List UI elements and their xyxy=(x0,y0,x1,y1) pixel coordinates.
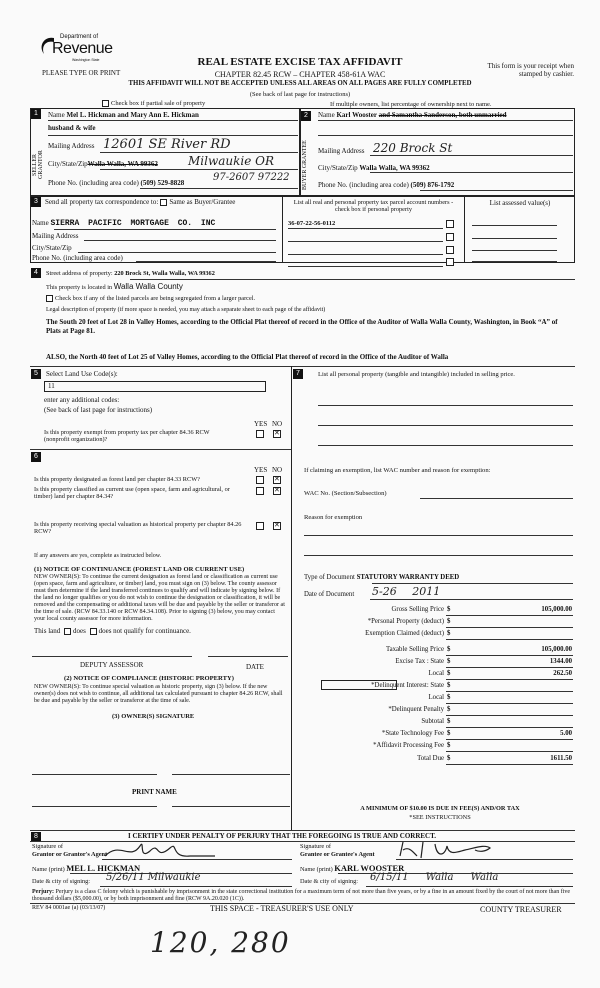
form-revision: REV 84 0001ae (a) (03/13/07) xyxy=(32,905,106,911)
grantor-print-name-field[interactable]: MEL L. HICKMAN xyxy=(66,863,141,873)
grantor-date-city-field[interactable]: 5/26/11 Milwaukie xyxy=(106,872,201,883)
label: Phone No. (including area code) xyxy=(32,254,123,262)
fee-line xyxy=(446,703,573,704)
label: Name (print) xyxy=(300,866,333,873)
perjury-text: Perjury is a class C felony which is punishable by imprisonment in the state correctional institution for a maximum term of not more than five years, or by a fine in an amount fixed by the court of not more than five thousand dollars ($5,000.00), or by both imprisonment and fine (RCW 9A.20.020 (1C)). xyxy=(32,889,571,902)
seller-name-field[interactable]: Mel L. Hickman and Mary Ann E. Hickman xyxy=(66,111,199,119)
form-warning: THIS AFFIDAVIT WILL NOT BE ACCEPTED UNLESS ALL AREAS ON ALL PAGES ARE FULLY COMPLETED xyxy=(128,80,472,87)
yes-header: YES xyxy=(254,420,268,428)
label: Street address of property: xyxy=(46,270,113,277)
fee-value-field[interactable]: 105,000.00 xyxy=(541,606,572,613)
assessor-date-line[interactable] xyxy=(208,656,288,657)
correspondence-phone-field[interactable] xyxy=(136,261,276,262)
buyer-side-label: BUYER GRANTEE xyxy=(302,140,308,190)
yes-header: YES xyxy=(254,466,268,474)
label: does xyxy=(73,627,86,635)
fee-line xyxy=(446,715,573,716)
label: Date of Document xyxy=(304,591,355,598)
wac-label: WAC No. (Section/Subsection) xyxy=(304,490,387,497)
label: Mailing Address xyxy=(32,232,79,240)
currency-symbol: $ xyxy=(447,618,451,625)
fee-label: *Affidavit Processing Fee xyxy=(373,742,444,749)
same-as-buyer-checkbox[interactable] xyxy=(160,199,167,206)
column-divider xyxy=(291,366,292,830)
fee-line xyxy=(446,764,573,765)
fee-line xyxy=(446,639,573,640)
label: Perjury: xyxy=(32,889,54,895)
currency-symbol: $ xyxy=(447,755,451,762)
no-header: NO xyxy=(272,420,283,428)
currency-symbol: $ xyxy=(447,606,451,613)
seller-name-line2[interactable]: husband & wife xyxy=(48,124,96,132)
section-number: 8 xyxy=(31,832,41,842)
county-treasurer-label: COUNTY TREASURER xyxy=(480,905,562,914)
section-number: 1 xyxy=(31,109,41,119)
correspondence-name-field[interactable]: SIERRA PACIFIC MORTGAGE CO. INC xyxy=(50,219,216,228)
buyer-name-struck: and Samantha Sanderson, both unmarried xyxy=(378,111,507,119)
personal-property-field[interactable] xyxy=(318,405,573,406)
buyer-city-field[interactable]: Walla Walla, WA 99362 xyxy=(359,164,430,172)
deputy-assessor-signature-line[interactable] xyxy=(32,656,192,657)
seller-phone-field[interactable]: (509) 529-8828 xyxy=(140,179,185,187)
form-title: REAL ESTATE EXCISE TAX AFFIDAVIT xyxy=(197,56,403,68)
legal-description-text[interactable]: The South 20 feet of Lot 28 in Valley Homes, according to the Official Plat thereof of record in the Office of the Auditor of Walla Walla County, Washington, in Book “A” of Plats at Page 81. xyxy=(46,318,558,335)
fee-label: Local xyxy=(428,694,444,701)
section-number: 3 xyxy=(31,197,41,207)
property-county-field[interactable]: Walla Walla County xyxy=(113,282,183,291)
land-use-code-field[interactable] xyxy=(44,381,266,392)
fee-value-field[interactable]: 5.00 xyxy=(560,730,572,737)
correspondence-mailing-field[interactable] xyxy=(84,240,276,241)
section-number: 2 xyxy=(301,111,311,121)
personal-property-label: List all personal property (tangible and intangible) included in selling price. xyxy=(318,371,515,378)
see-instructions: *SEE INSTRUCTIONS xyxy=(409,814,471,821)
document-date-field[interactable]: 5-26 2011 xyxy=(372,585,441,598)
section-number: 5 xyxy=(31,369,41,379)
currency-symbol: $ xyxy=(447,670,451,677)
fee-value-field[interactable]: 262.50 xyxy=(553,670,572,677)
land-use-label: Select Land Use Code(s): xyxy=(46,370,118,378)
currency-symbol: $ xyxy=(447,706,451,713)
compliance-title: (2) NOTICE OF COMPLIANCE (HISTORIC PROPERTY) xyxy=(64,675,234,682)
treasurer-space-label: THIS SPACE - TREASURER'S USE ONLY xyxy=(210,904,354,913)
currency-symbol: $ xyxy=(447,718,451,725)
fee-label: Gross Selling Price xyxy=(391,606,444,613)
label: does not qualify for continuance. xyxy=(98,627,191,635)
multiple-owners-note: If multiple owners, list percentage of ownership next to name. xyxy=(330,101,492,108)
buyer-phone-field[interactable]: (509) 876-1792 xyxy=(410,181,455,189)
label: Name (print) xyxy=(32,866,65,873)
logo-top: Department of xyxy=(60,34,99,40)
seller-phone-handwritten: 97-2607 97222 xyxy=(213,172,290,183)
label: Date & city of signing: xyxy=(32,878,91,885)
fee-value-field[interactable]: 105,000.00 xyxy=(541,646,572,653)
fee-label: *Personal Property (deduct) xyxy=(367,618,444,625)
section-number: 7 xyxy=(293,369,303,379)
fee-value-field[interactable]: 1344.00 xyxy=(549,658,572,665)
seller-side-label: SELLER GRANTOR xyxy=(32,150,44,180)
currency-symbol: $ xyxy=(447,646,451,653)
forest-no-checkbox[interactable] xyxy=(273,476,281,484)
fee-label: *Delinquent Interest: State xyxy=(371,682,444,689)
grantee-date-city-field[interactable]: 6/15/11 Walla Walla xyxy=(370,872,499,883)
currency-symbol: $ xyxy=(447,730,451,737)
fee-line xyxy=(446,679,573,680)
fee-label: Exemption Claimed (deduct) xyxy=(365,630,444,637)
grantee-print-name-field[interactable]: KARL WOOSTER xyxy=(334,863,405,873)
label: Name xyxy=(48,111,65,119)
if-yes-note: If any answers are yes, complete as instructed below. xyxy=(34,553,162,559)
fee-label: Total Due xyxy=(417,755,444,762)
label: This land xyxy=(34,627,61,635)
partial-sale-checkbox[interactable]: Check box if partial sale of property xyxy=(100,100,205,107)
fee-value-field[interactable]: 1611.50 xyxy=(550,755,572,762)
fee-line xyxy=(446,691,573,692)
label: enter any additional codes: xyxy=(44,396,120,404)
document-type-field[interactable]: STATUTORY WARRANTY DEED xyxy=(356,574,460,581)
label: Same as Buyer/Grantee xyxy=(169,198,236,206)
label: Check box if any of the listed parcels are being segregated from a larger parcel. xyxy=(55,295,256,302)
form-chapter: CHAPTER 82.45 RCW – CHAPTER 458-61A WAC xyxy=(214,70,386,79)
fee-line xyxy=(446,667,573,668)
label: Send all property tax correspondence to: xyxy=(45,198,159,206)
label: Signature of xyxy=(300,843,331,850)
current-use-question: Is this property classified as current use (open space, farm and agricultural, or timber) land per chapter 84.34? xyxy=(34,486,230,501)
fee-label: Subtotal xyxy=(421,718,444,725)
label: Signature of xyxy=(32,843,63,850)
fee-label: Excise Tax : State xyxy=(395,658,444,665)
certification-statement: I CERTIFY UNDER PENALTY OF PERJURY THAT THE FOREGOING IS TRUE AND CORRECT. xyxy=(128,832,437,840)
does-not-qualify-checkbox[interactable] xyxy=(90,628,97,635)
does-qualify-checkbox[interactable] xyxy=(64,628,71,635)
exempt-yes-checkbox[interactable] xyxy=(256,430,264,438)
label: City/State/Zip xyxy=(32,244,72,252)
correspondence-city-field[interactable] xyxy=(78,252,276,253)
wac-field[interactable] xyxy=(420,498,573,499)
parcel-header: List all real and personal property tax parcel account numbers - check box if personal property xyxy=(293,199,454,214)
personal-property-checkbox[interactable] xyxy=(446,233,454,241)
fee-line xyxy=(446,751,573,752)
owner-signature-line[interactable] xyxy=(172,774,290,775)
compliance-text: NEW OWNER(S): To continue special valuation as historic property, sign (3) below. If the new owner(s) does not wish to continue, all additional tax calculated pursuant to chapter 84.26 RCW, shall be due and payable by the seller or transferor at the time of sale. xyxy=(34,684,283,704)
seller-mailing-address-field[interactable]: 12601 SE River RD xyxy=(103,137,231,152)
continuance-title: (1) NOTICE OF CONTINUANCE (FOREST LAND OR CURRENT USE) xyxy=(34,566,245,573)
historic-no-checkbox[interactable] xyxy=(273,522,281,530)
fee-line xyxy=(446,727,573,728)
label: This property is located in xyxy=(46,284,113,291)
reason-field[interactable] xyxy=(304,535,573,536)
currency-symbol: $ xyxy=(447,694,451,701)
fee-label: *Delinquent Penalty xyxy=(388,706,444,713)
print-name-line[interactable] xyxy=(172,806,290,807)
continuance-text: NEW OWNER(S): To continue the current designation as forest land or classification as current use (open space, farm and agriculture, or timber) land, you must sign on (3) below. The county assessor must then determine if the land transferred continues to qualify and will indicate by signing below. If the land no longer qualifies or you do not wish to continue the designation or classification, it will be removed and the compensating or additional taxes will be due and payable by the seller or transferor at the time of sale. (RCW 84.33.140 or RCW 84.34.108). Prior to signing (3) below, you may contact your local county assessor for more information. xyxy=(34,574,285,622)
no-header: NO xyxy=(272,466,283,474)
fee-line xyxy=(446,627,573,628)
owner-signature-title: (3) OWNER(S) SIGNATURE xyxy=(112,713,195,720)
label: Grantee or Grantee's Agent xyxy=(300,850,375,858)
historic-yes-checkbox[interactable] xyxy=(256,522,264,530)
property-street-field[interactable]: 220 Brock St, Walla Walla, WA 99362 xyxy=(114,270,215,277)
forest-yes-checkbox[interactable] xyxy=(256,476,264,484)
label: Name xyxy=(32,219,49,227)
buyer-mailing-address-field[interactable]: 220 Brock St xyxy=(373,141,453,155)
fee-label: *State Technology Fee xyxy=(381,730,444,737)
print-name-line[interactable] xyxy=(32,806,157,807)
parcel-number-field[interactable]: 36-07-22-56-0112 xyxy=(288,220,336,227)
label: Name xyxy=(318,111,335,119)
exemption-label: If claiming an exemption, list WAC number and reason for exemption: xyxy=(304,467,491,474)
perjury-notice xyxy=(32,889,572,903)
segregated-checkbox[interactable] xyxy=(46,295,53,302)
exempt-question: Is this property exempt from property tax per chapter 84.36 RCW (nonprofit organization)? xyxy=(44,429,210,444)
currency-symbol: $ xyxy=(447,658,451,665)
label: Date & city of signing: xyxy=(300,878,359,885)
personal-property-checkbox[interactable] xyxy=(446,246,454,254)
date-label: DATE xyxy=(246,663,264,671)
buyer-name-field[interactable]: Karl Wooster xyxy=(336,111,377,119)
fee-label: Taxable Selling Price xyxy=(385,646,444,653)
label: Phone No. (including area code) xyxy=(318,181,409,189)
receipt-note: This form is your receipt when stamped by cashier. xyxy=(487,62,574,78)
fee-line xyxy=(446,655,573,656)
logo-main: Revenue xyxy=(52,40,113,57)
fee-line xyxy=(446,615,573,616)
land-use-code-value: 11 xyxy=(48,382,55,390)
currency-symbol: $ xyxy=(447,742,451,749)
label: City/State/Zip xyxy=(48,160,88,168)
deputy-assessor-label: DEPUTY ASSESSOR xyxy=(80,661,144,669)
seller-city-struck: Walla Walla, WA 99362 xyxy=(87,160,158,168)
section-number: 6 xyxy=(31,452,41,462)
section-number: 4 xyxy=(31,268,41,278)
current-use-no-checkbox[interactable] xyxy=(273,487,281,495)
personal-property-checkbox[interactable] xyxy=(446,220,454,228)
fee-label: Local xyxy=(428,670,444,677)
reason-label: Reason for exemption xyxy=(304,514,363,521)
assessed-header: List assessed value(s) xyxy=(489,199,551,207)
historic-question: Is this property receiving special valuation as historical property per chapter 84.26 RCW? xyxy=(34,521,242,536)
legal-description-label: Legal description of property (if more space is needed, you may attach a separate sheet to each page of the affidavit) xyxy=(46,307,326,313)
exempt-no-checkbox[interactable] xyxy=(273,430,281,438)
personal-property-checkbox[interactable] xyxy=(446,258,454,266)
local-rate-box[interactable] xyxy=(321,680,397,690)
label: Mailing Address xyxy=(318,147,365,155)
fee-line xyxy=(446,739,573,740)
label: City/State/Zip xyxy=(318,164,358,172)
owner-signature-line[interactable] xyxy=(32,774,157,775)
label: Type of Document xyxy=(304,574,355,581)
print-name-label: PRINT NAME xyxy=(132,788,177,796)
label: Mailing Address xyxy=(48,142,95,150)
label: (See back of last page for instructions) xyxy=(44,406,153,414)
currency-symbol: $ xyxy=(447,682,451,689)
please-type: PLEASE TYPE OR PRINT xyxy=(42,69,121,77)
seller-city-field[interactable]: Milwaukie OR xyxy=(188,154,275,168)
minimum-note: A MINIMUM OF $10.00 IS DUE IN FEE(S) AND/OR TAX xyxy=(360,805,520,812)
label: Grantor or Grantor's Agent xyxy=(32,850,108,858)
handwritten-number: 120, 280 xyxy=(150,926,291,959)
forest-land-question: Is this property designated as forest land per chapter 84.33 RCW? xyxy=(34,476,200,483)
instructions-note: (See back of last page for instructions) xyxy=(249,91,351,98)
legal-description-also[interactable]: ALSO, the North 40 feet of Lot 25 of Valley Homes, according to the Official Plat thereof of record in the Office of the Auditor of Walla xyxy=(46,353,449,361)
logo-sub: Washington State xyxy=(72,58,100,62)
current-use-yes-checkbox[interactable] xyxy=(256,487,264,495)
currency-symbol: $ xyxy=(447,630,451,637)
label: Phone No. (including area code) xyxy=(48,179,139,187)
